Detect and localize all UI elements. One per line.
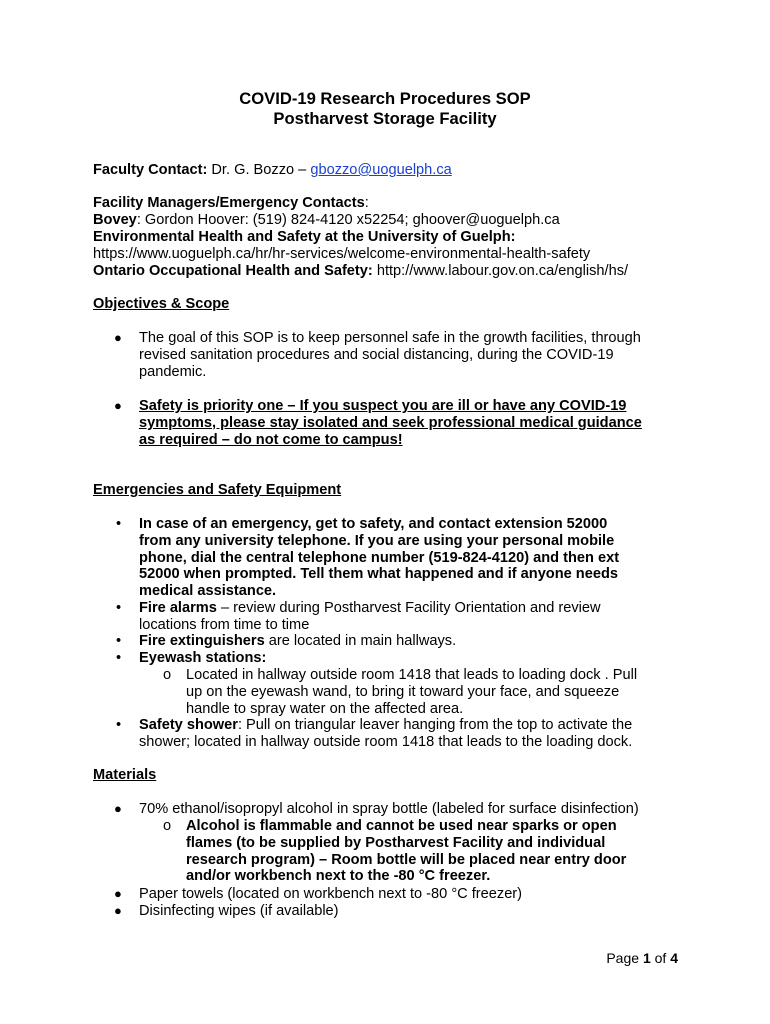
ohs-label: Ontario Occupational Health and Safety: xyxy=(93,263,373,279)
ohs-url: http://www.labour.gov.on.ca/english/hs/ xyxy=(376,263,629,279)
emergency-item-1-line: from any university telephone. If you are using your personal mobile xyxy=(139,532,615,549)
faculty-contact xyxy=(93,162,703,179)
alcohol-warning-line: flames (to be supplied by Postharvest Facility and individual xyxy=(186,834,606,851)
bullet: ● xyxy=(114,903,122,918)
alcohol-warning-line: Alcohol is flammable and cannot be used near sparks or open xyxy=(186,818,617,834)
fire-extinguishers-item xyxy=(139,633,699,650)
document-title: COVID-19 Research Procedures SOP xyxy=(239,89,531,108)
fire-alarms-text: locations from time to time xyxy=(139,616,310,633)
of-word: of xyxy=(654,950,667,966)
fire-alarms-item xyxy=(139,600,699,634)
faculty-email-link[interactable]: gbozzo@uoguelph.ca xyxy=(310,162,452,178)
bullet: • xyxy=(116,717,122,733)
page-word: Page xyxy=(606,950,640,966)
safety-shower-text: shower; located in hallway outside room 1418 that leads to the loading dock. xyxy=(139,733,633,750)
materials-item-3: Disinfecting wipes (if available) xyxy=(139,903,339,919)
objectives-item-2-line: as required – do not come to campus! xyxy=(139,431,403,448)
document-subtitle: Postharvest Storage Facility xyxy=(273,109,497,128)
emergencies-heading: Emergencies and Safety Equipment xyxy=(93,482,342,498)
emergency-item-1 xyxy=(139,516,699,600)
bullet: • xyxy=(116,600,122,616)
materials-item-1-sub xyxy=(186,818,701,885)
facility-managers-colon: : xyxy=(364,195,369,211)
current-page: 1 xyxy=(642,950,651,966)
bovey-contact xyxy=(93,212,703,229)
total-pages: 4 xyxy=(670,950,678,966)
safety-shower-label: Safety shower xyxy=(139,717,238,733)
circle-bullet: o xyxy=(163,818,172,834)
fire-extinguishers-text: are located in main hallways. xyxy=(268,633,457,649)
objectives-item-1-line: pandemic. xyxy=(139,363,207,380)
eyewash-label: Eyewash stations: xyxy=(139,650,267,666)
materials-heading: Materials xyxy=(93,767,157,783)
objectives-item-1-line: The goal of this SOP is to keep personnel safe in the growth facilities, through xyxy=(139,330,641,346)
bullet: • xyxy=(116,633,122,649)
faculty-contact-label: Faculty Contact: xyxy=(93,162,208,178)
fire-extinguishers-label: Fire extinguishers xyxy=(139,633,265,649)
ohs-contact xyxy=(93,263,703,280)
objectives-item-2-line: symptoms, please stay isolated and seek professional medical guidance xyxy=(139,414,642,431)
emergency-item-1-line: In case of an emergency, get to safety, and contact extension 52000 xyxy=(139,516,608,532)
objectives-heading: Objectives & Scope xyxy=(93,296,230,312)
faculty-contact-name: Dr. G. Bozzo – xyxy=(211,162,307,178)
safety-shower-text: : Pull on triangular leaver hanging from the top to activate the xyxy=(237,717,633,733)
fire-alarms-text: – review during Postharvest Facility Orientation and review xyxy=(220,600,601,616)
safety-shower-item xyxy=(139,717,699,751)
circle-bullet: o xyxy=(163,667,172,683)
eyewash-text-line: Located in hallway outside room 1418 that leads to loading dock . Pull xyxy=(186,667,638,683)
objectives-item-1 xyxy=(139,330,699,380)
bullet: ● xyxy=(114,801,122,816)
bullet: • xyxy=(116,650,122,666)
eyewash-item xyxy=(139,650,699,667)
objectives-item-2 xyxy=(139,398,699,448)
alcohol-warning-line: research program) – Room bottle will be placed near entry door xyxy=(186,851,627,868)
materials-item-2: Paper towels (located on workbench next to -80 °C freezer) xyxy=(139,886,523,902)
alcohol-warning-line: and/or workbench next to the -80 °C freezer. xyxy=(186,868,491,885)
objectives-item-2-line: Safety is priority one – If you suspect you are ill or have any COVID-19 xyxy=(139,398,627,414)
emergency-item-1-line: phone, dial the central telephone number (519-824-4120) and then ext xyxy=(139,549,620,566)
ehs-url: https://www.uoguelph.ca/hr/hr-services/welcome-environmental-health-safety xyxy=(93,246,591,262)
bovey-label: Bovey xyxy=(93,212,137,228)
ehs-label xyxy=(93,229,703,246)
bullet: ● xyxy=(114,886,122,901)
eyewash-subitem xyxy=(186,667,701,717)
bullet: ● xyxy=(114,330,122,345)
objectives-item-1-line: revised sanitation procedures and social distancing, during the COVID-19 xyxy=(139,346,614,363)
facility-managers-heading xyxy=(93,195,703,212)
eyewash-text-line: handle to spray water on the affected area. xyxy=(186,700,464,717)
eyewash-text-line: up on the eyewash wand, to bring it toward your face, and squeeze xyxy=(186,683,620,700)
emergency-item-1-line: medical assistance. xyxy=(139,583,277,600)
bullet: ● xyxy=(114,398,122,413)
fire-alarms-label: Fire alarms xyxy=(139,600,217,616)
bovey-text: : Gordon Hoover: (519) 824-4120 x52254; ghoover@uoguelph.ca xyxy=(136,212,560,228)
ehs-label-text: Environmental Health and Safety at the University of Guelph: xyxy=(93,229,516,245)
facility-managers-label: Facility Managers/Emergency Contacts xyxy=(93,195,365,211)
materials-item-1: 70% ethanol/isopropyl alcohol in spray bottle (labeled for surface disinfection) xyxy=(139,801,639,817)
emergency-item-1-line: 52000 when prompted. Tell them what happened and if anyone needs xyxy=(139,566,618,583)
bullet: • xyxy=(116,516,122,532)
page-number xyxy=(606,950,678,967)
